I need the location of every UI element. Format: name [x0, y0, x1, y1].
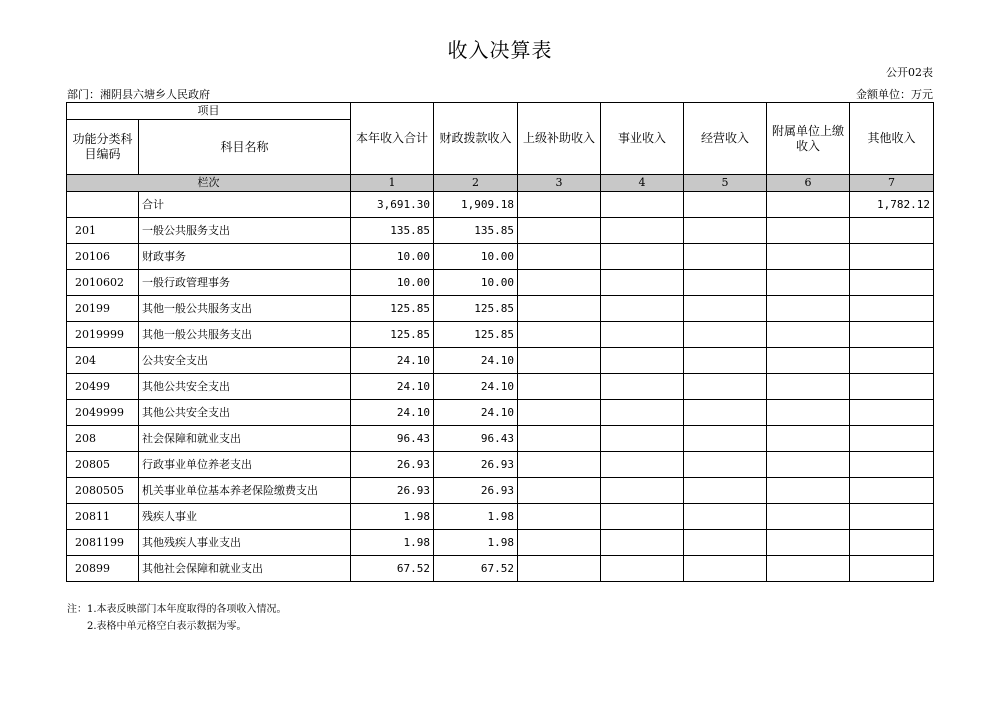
col-header-5: 经营收入	[684, 103, 767, 175]
row-value-1: 96.43	[351, 426, 434, 452]
col-header-6: 附属单位上缴收入	[767, 103, 850, 175]
row-name: 社会保障和就业支出	[139, 426, 351, 452]
col-number-2: 2	[434, 175, 518, 192]
note-2: 2.表格中单元格空白表示数据为零。	[87, 621, 247, 632]
row-value-2: 26.93	[434, 478, 518, 504]
income-table	[66, 102, 934, 582]
unit-label: 金额单位：万元	[856, 88, 933, 101]
row-name: 其他残疾人事业支出	[139, 530, 351, 556]
row-value-4	[601, 504, 684, 530]
row-index-label: 栏次	[67, 175, 351, 192]
total-code	[67, 192, 139, 218]
table-row	[67, 296, 934, 322]
row-value-4	[601, 218, 684, 244]
row-name: 其他社会保障和就业支出	[139, 556, 351, 582]
row-code: 20199	[67, 296, 139, 322]
row-value-6	[767, 400, 850, 426]
row-code: 2080505	[67, 478, 139, 504]
row-value-1: 24.10	[351, 374, 434, 400]
row-value-2: 10.00	[434, 270, 518, 296]
row-value-2: 125.85	[434, 296, 518, 322]
row-name: 一般行政管理事务	[139, 270, 351, 296]
header-row-index	[67, 175, 934, 192]
row-name: 其他一般公共服务支出	[139, 322, 351, 348]
notes	[67, 601, 287, 635]
row-name: 其他一般公共服务支出	[139, 296, 351, 322]
total-name: 合计	[139, 192, 351, 218]
row-value-4	[601, 400, 684, 426]
table-row	[67, 244, 934, 270]
row-value-6	[767, 504, 850, 530]
row-value-5	[684, 530, 767, 556]
row-value-2: 125.85	[434, 322, 518, 348]
row-value-2: 1.98	[434, 504, 518, 530]
row-name: 其他公共安全支出	[139, 374, 351, 400]
col-number-4: 4	[601, 175, 684, 192]
row-value-5	[684, 218, 767, 244]
row-value-6	[767, 322, 850, 348]
row-value-7	[850, 504, 934, 530]
row-value-4	[601, 296, 684, 322]
row-code: 20805	[67, 452, 139, 478]
row-code: 2010602	[67, 270, 139, 296]
row-value-7	[850, 556, 934, 582]
header-row-item	[67, 103, 934, 120]
row-name: 财政事务	[139, 244, 351, 270]
row-value-5	[684, 400, 767, 426]
row-value-3	[518, 244, 601, 270]
header-item: 项目	[67, 103, 351, 120]
row-code: 208	[67, 426, 139, 452]
total-value-1: 3,691.30	[351, 192, 434, 218]
row-code: 20811	[67, 504, 139, 530]
form-code: 公开02表	[886, 66, 933, 79]
row-value-3	[518, 504, 601, 530]
row-value-1: 10.00	[351, 244, 434, 270]
row-value-6	[767, 218, 850, 244]
department-label: 部门：湘阴县六塘乡人民政府	[67, 88, 210, 101]
col-number-1: 1	[351, 175, 434, 192]
row-value-1: 135.85	[351, 218, 434, 244]
row-value-3	[518, 530, 601, 556]
total-value-3	[518, 192, 601, 218]
row-value-7	[850, 478, 934, 504]
row-value-1: 10.00	[351, 270, 434, 296]
total-value-2: 1,909.18	[434, 192, 518, 218]
row-value-7	[850, 374, 934, 400]
row-value-6	[767, 296, 850, 322]
total-value-5	[684, 192, 767, 218]
row-value-5	[684, 348, 767, 374]
table-row	[67, 218, 934, 244]
row-value-1: 24.10	[351, 348, 434, 374]
row-value-4	[601, 452, 684, 478]
total-row	[67, 192, 934, 218]
row-value-2: 135.85	[434, 218, 518, 244]
row-value-5	[684, 296, 767, 322]
row-value-4	[601, 322, 684, 348]
row-value-3	[518, 218, 601, 244]
row-value-3	[518, 452, 601, 478]
row-code: 20499	[67, 374, 139, 400]
row-value-7	[850, 296, 934, 322]
row-value-7	[850, 218, 934, 244]
row-value-3	[518, 478, 601, 504]
row-value-3	[518, 270, 601, 296]
table-row	[67, 452, 934, 478]
row-value-4	[601, 244, 684, 270]
col-number-7: 7	[850, 175, 934, 192]
row-value-1: 26.93	[351, 478, 434, 504]
row-value-4	[601, 556, 684, 582]
row-name: 残疾人事业	[139, 504, 351, 530]
row-value-1: 26.93	[351, 452, 434, 478]
row-value-1: 125.85	[351, 296, 434, 322]
table-row	[67, 478, 934, 504]
row-value-4	[601, 270, 684, 296]
row-value-7	[850, 322, 934, 348]
table-row	[67, 270, 934, 296]
row-value-3	[518, 322, 601, 348]
row-value-5	[684, 452, 767, 478]
table-row	[67, 374, 934, 400]
row-name: 机关事业单位基本养老保险缴费支出	[139, 478, 351, 504]
row-code: 2049999	[67, 400, 139, 426]
row-value-5	[684, 244, 767, 270]
row-value-2: 24.10	[434, 400, 518, 426]
row-value-2: 24.10	[434, 348, 518, 374]
table-row	[67, 400, 934, 426]
row-value-6	[767, 556, 850, 582]
row-code: 2081199	[67, 530, 139, 556]
row-value-1: 1.98	[351, 504, 434, 530]
row-value-2: 24.10	[434, 374, 518, 400]
header-func-code: 功能分类科目编码	[67, 120, 139, 175]
note-1: 注：1.本表反映部门本年度取得的各项收入情况。	[67, 604, 287, 615]
row-value-4	[601, 426, 684, 452]
row-value-7	[850, 270, 934, 296]
row-value-4	[601, 478, 684, 504]
row-value-3	[518, 400, 601, 426]
row-value-1: 67.52	[351, 556, 434, 582]
total-value-4	[601, 192, 684, 218]
col-number-5: 5	[684, 175, 767, 192]
row-code: 2019999	[67, 322, 139, 348]
row-name: 一般公共服务支出	[139, 218, 351, 244]
col-number-3: 3	[518, 175, 601, 192]
col-header-4: 事业收入	[601, 103, 684, 175]
row-name: 其他公共安全支出	[139, 400, 351, 426]
row-value-6	[767, 270, 850, 296]
row-value-3	[518, 348, 601, 374]
row-value-3	[518, 374, 601, 400]
table-row	[67, 530, 934, 556]
row-value-7	[850, 530, 934, 556]
row-value-2: 96.43	[434, 426, 518, 452]
row-value-2: 1.98	[434, 530, 518, 556]
row-code: 20106	[67, 244, 139, 270]
row-value-6	[767, 530, 850, 556]
row-value-3	[518, 296, 601, 322]
row-value-4	[601, 348, 684, 374]
table-row	[67, 504, 934, 530]
col-header-7: 其他收入	[850, 103, 934, 175]
report-title: 收入决算表	[447, 38, 553, 62]
row-value-6	[767, 244, 850, 270]
row-value-7	[850, 244, 934, 270]
total-value-7: 1,782.12	[850, 192, 934, 218]
row-value-5	[684, 426, 767, 452]
row-value-5	[684, 270, 767, 296]
table-row	[67, 556, 934, 582]
row-value-1: 24.10	[351, 400, 434, 426]
row-value-6	[767, 426, 850, 452]
row-code: 20899	[67, 556, 139, 582]
row-value-4	[601, 374, 684, 400]
row-value-5	[684, 478, 767, 504]
row-value-7	[850, 426, 934, 452]
row-value-5	[684, 504, 767, 530]
row-value-2: 67.52	[434, 556, 518, 582]
row-code: 201	[67, 218, 139, 244]
col-number-6: 6	[767, 175, 850, 192]
row-value-4	[601, 530, 684, 556]
table-row	[67, 322, 934, 348]
row-code: 204	[67, 348, 139, 374]
row-value-7	[850, 452, 934, 478]
row-value-1: 1.98	[351, 530, 434, 556]
row-value-1: 125.85	[351, 322, 434, 348]
row-value-6	[767, 478, 850, 504]
row-value-3	[518, 426, 601, 452]
row-value-6	[767, 348, 850, 374]
row-value-5	[684, 556, 767, 582]
row-value-3	[518, 556, 601, 582]
row-value-2: 26.93	[434, 452, 518, 478]
header-subject-name: 科目名称	[139, 120, 351, 175]
total-value-6	[767, 192, 850, 218]
row-value-5	[684, 322, 767, 348]
row-value-2: 10.00	[434, 244, 518, 270]
table-row	[67, 426, 934, 452]
row-value-7	[850, 348, 934, 374]
row-value-6	[767, 374, 850, 400]
row-value-5	[684, 374, 767, 400]
col-header-1: 本年收入合计	[351, 103, 434, 175]
row-name: 公共安全支出	[139, 348, 351, 374]
row-value-6	[767, 452, 850, 478]
row-value-7	[850, 400, 934, 426]
col-header-3: 上级补助收入	[518, 103, 601, 175]
col-header-2: 财政拨款收入	[434, 103, 518, 175]
row-name: 行政事业单位养老支出	[139, 452, 351, 478]
table-row	[67, 348, 934, 374]
